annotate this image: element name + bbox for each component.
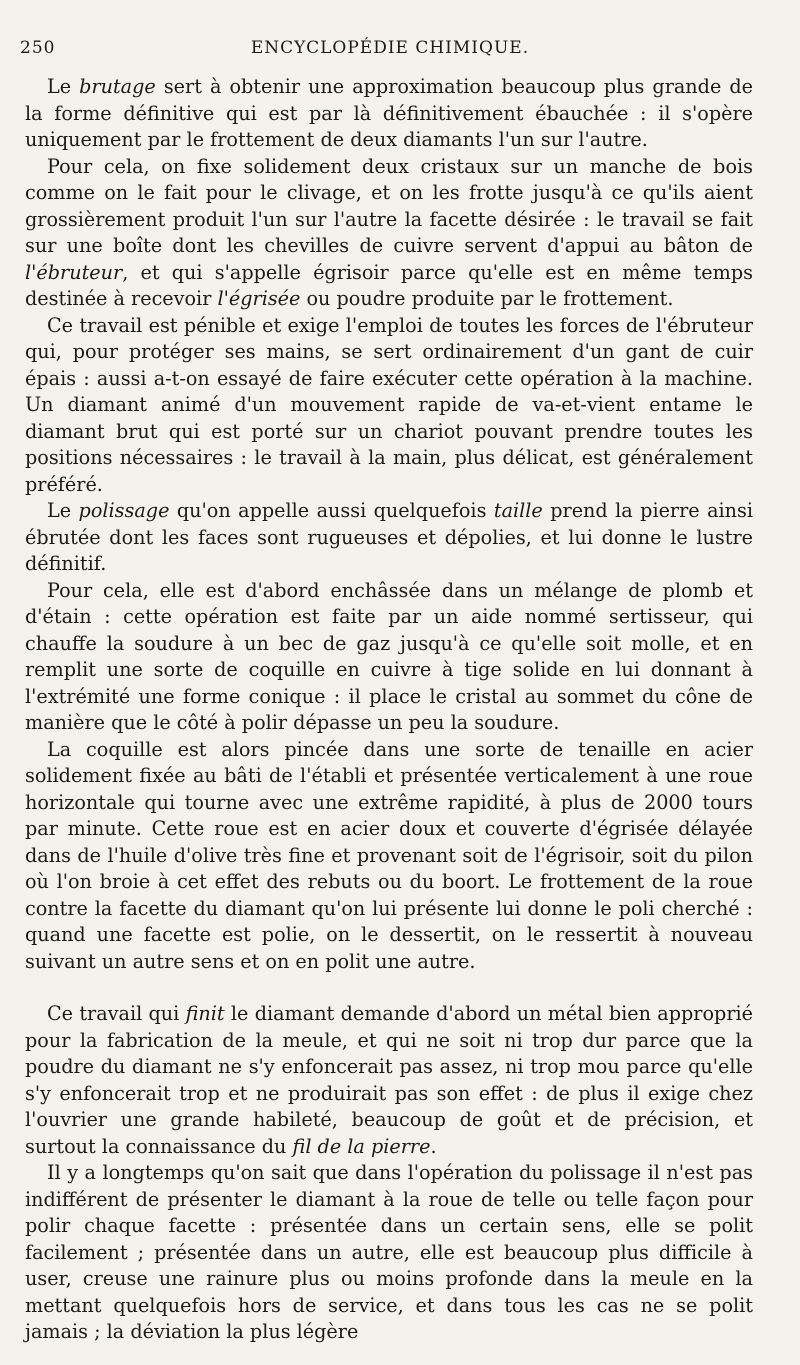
italic-term: brutage — [79, 75, 156, 98]
text-segment: ou poudre produite par le frottement. — [300, 287, 674, 310]
text-segment: Ce travail qui — [47, 1002, 186, 1025]
paragraph — [25, 578, 753, 737]
italic-term: fil de la pierre — [292, 1134, 431, 1158]
paragraph — [25, 74, 753, 154]
italic-term: l'ébruteur — [25, 260, 123, 284]
text-segment: qu'on appelle aussi quelquefois — [169, 499, 494, 522]
text-segment: , et qui s'appelle égrisoir parce qu'elle est en même temps destinée à recevoir — [25, 260, 753, 310]
paragraph — [25, 498, 753, 578]
text-segment: Il y a longtemps qu'on sait que dans l'opération du polissage il n'est pas indifférent de présenter le diamant à la roue de telle ou telle façon pour polir chaque facette : présentée dans un certain sens, elle se polit facilement ; présentée dans un autre, elle est beaucoup plus difficile à user, creuse une rainure plus ou moins profonde dans la meule en la mettant quelquefois hors de service, et dans tous les cas ne se polit jamais ; la déviation la plus légère — [25, 1161, 753, 1343]
text-segment: Pour cela, on fixe solidement deux cristaux sur un manche de bois comme on le fait pour le clivage, et on les frotte jusqu'à ce qu'ils aient grossièrement produit l'un sur l'autre la facette désirée : le travail se fait sur une boîte dont les chevilles de cuivre servent d'appui au bâton de — [25, 154, 753, 257]
text-segment: sert à obtenir une approximation beaucoup plus grande de la forme définitive qui est par là définitivement ébauchée : il s'opère uniquement par le frottement de deux diamants l'un sur l'autre. — [25, 75, 753, 151]
body-text — [25, 74, 753, 1346]
page-header — [20, 38, 760, 68]
text-segment: Pour cela, elle est d'abord enchâssée dans un mélange de plomb et d'étain : cette opération est faite par un aide nommé sertisseur, qui chauffe la soudure à un bec de gaz jusqu'à ce qu'elle soit molle, et en remplit une sorte de coquille en cuivre à tige solide en lui donnant à l'extrémité une forme conique : il place le cristal au sommet du cône de manière que le côté à polir dépasse un peu la soudure. — [25, 578, 753, 734]
paragraph — [25, 154, 753, 313]
text-segment: Ce travail est pénible et exige l'emploi de toutes les forces de l'ébruteur qui, pour protéger ses mains, se sert ordinairement d'un gant de cuir épais : aussi a-t-on essayé de faire exécuter cette opération à la machine. Un diamant animé d'un mouvement rapide de va-et-vient entame le diamant brut qui est porté sur un chariot pouvant prendre toutes les positions nécessaires : le travail à la main, plus délicat, est généralement préféré. — [25, 313, 753, 496]
text-segment: le diamant demande d'abord un métal bien approprié pour la fabrication de la meule, et qui ne soit ni trop dur parce que la poudre du diamant ne s'y enfoncerait pas assez, ni trop mou parce qu'elle s'y enfoncerait trop et ne produirait pas son effet : de plus il exige chez l'ouvrier une grande habileté, beaucoup de goût et de précision, et surtout la connaissance du — [25, 1002, 753, 1158]
text-segment: prend la pierre ainsi ébrutée dont les faces sont rugueuses et dépolies, et lui donne le lustre définitif. — [25, 499, 753, 575]
running-title: ENCYCLOPÉDIE CHIMIQUE. — [250, 38, 530, 58]
paragraph — [25, 737, 753, 976]
italic-term: taille — [493, 499, 543, 522]
text-segment: . — [430, 1134, 437, 1158]
italic-term: finit — [185, 1002, 225, 1025]
text-segment: Le — [47, 499, 79, 522]
paragraph — [25, 313, 753, 499]
paragraph — [25, 1001, 753, 1160]
page-number: 250 — [20, 38, 56, 58]
text-segment: La coquille est alors pincée dans une sorte de tenaille en acier solidement fixée au bâti de l'établi et présentée verticalement à une roue horizontale qui tourne avec une extrême rapidité, à plus de 2000 tours par minute. Cette roue est en acier doux et couverte d'égrisée délayée dans de l'huile d'olive très fine et provenant soit de l'égrisoir, soit du pilon où l'on broie à cet effet des rebuts ou du boort. Le frottement de la roue contre la facette du diamant qu'on lui présente lui donne le poli cherché : quand une facette est polie, on le dessertit, on le ressertit à nouveau suivant un autre sens et on en polit une autre. — [25, 737, 753, 973]
italic-term: polissage — [78, 499, 170, 522]
text-segment: Le — [47, 75, 80, 98]
paragraph — [25, 1160, 753, 1346]
italic-term: l'égrisée — [217, 287, 301, 310]
